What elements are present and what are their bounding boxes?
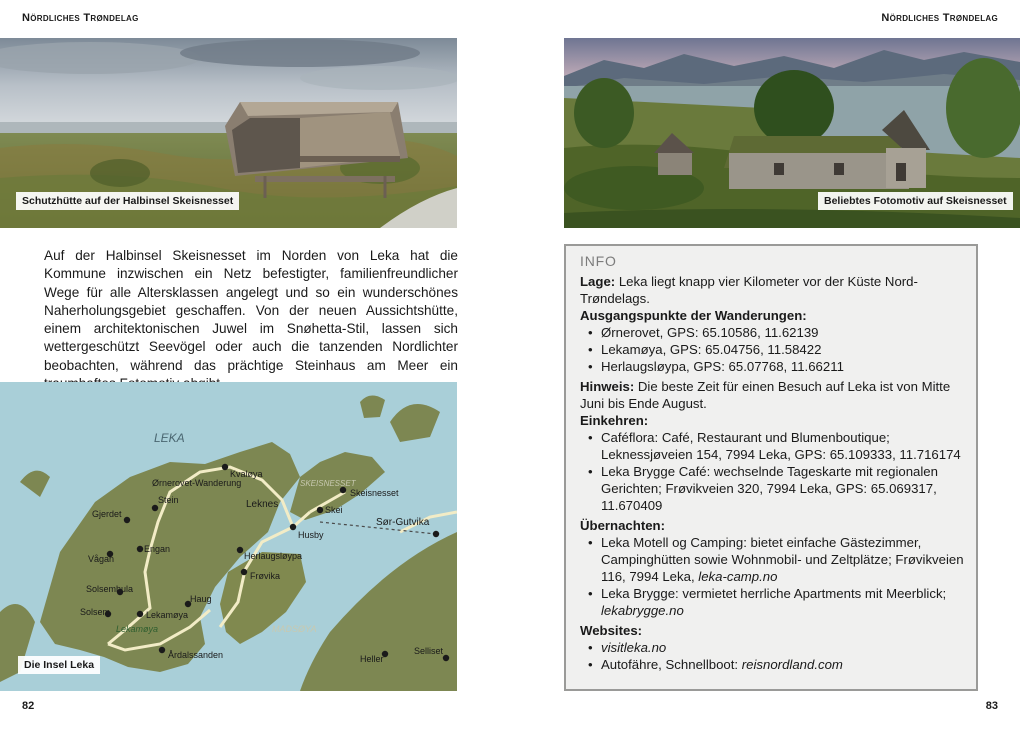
map-label-skeisnesset-area: SKEISNESSET bbox=[300, 479, 356, 488]
map-label-stein: Stein bbox=[158, 495, 179, 505]
map-label-ornerovet: Ørnerovet-Wanderung bbox=[152, 478, 242, 488]
map-label-skei: Skei bbox=[325, 505, 343, 515]
list-item: • Herlaugsløypa, GPS: 65.07768, 11.66211 bbox=[580, 358, 964, 375]
map-label-kvaloya: Kvaløya bbox=[230, 469, 263, 479]
info-lage-label: Lage: bbox=[580, 274, 616, 289]
info-lage-text: Leka liegt knapp vier Kilometer vor der Küste Nord-Trøndelags. bbox=[580, 274, 918, 306]
photo-caption-right: Beliebtes Fotomotiv auf Skeisnesset bbox=[818, 192, 1013, 210]
map-label-frovika: Frøvika bbox=[250, 571, 280, 581]
map-label-solsemhula: Solsemhula bbox=[86, 584, 134, 594]
map-label-lekamoya: Lekamøya bbox=[146, 610, 189, 620]
map-label-herlaugsloypa: Herlaugsløypa bbox=[244, 551, 303, 561]
uebernachten-2-text: Leka Brygge: vermietet herrliche Apartments mit Meerblick; bbox=[601, 586, 947, 601]
list-item bbox=[580, 534, 964, 585]
info-einkehren-label: Einkehren: bbox=[580, 413, 649, 428]
list-item bbox=[580, 639, 964, 656]
map-label-heller: Heller bbox=[360, 654, 384, 664]
info-websites-label: Websites: bbox=[580, 623, 643, 638]
map-island-leka bbox=[0, 382, 457, 691]
photo-caption-left: Schutzhütte auf der Halbinsel Skeisnesset bbox=[16, 192, 239, 210]
map-label-leknes: Leknes bbox=[246, 499, 279, 510]
leka-camp-link[interactable]: leka-camp.no bbox=[698, 569, 778, 584]
map-label-solsem: Solsem bbox=[80, 607, 111, 617]
info-hinweis-text: Die beste Zeit für einen Besuch auf Leka ist von Mitte Juni bis Ende August. bbox=[580, 379, 951, 411]
page-number-right: 83 bbox=[985, 700, 998, 712]
website-2-text: Autofähre, Schnellboot: bbox=[601, 657, 742, 672]
visitleka-link[interactable]: visitleka.no bbox=[601, 640, 667, 655]
map-label-engan: Engan bbox=[144, 544, 171, 554]
info-hinweis bbox=[580, 378, 964, 412]
info-einkehren-list bbox=[580, 429, 964, 514]
map-label-ardalssanden: Årdalssanden bbox=[168, 650, 224, 660]
map-label-husby: Husby bbox=[298, 530, 324, 540]
map-caption: Die Insel Leka bbox=[18, 656, 100, 674]
list-item bbox=[580, 585, 964, 619]
running-head-right: Nördliches Trøndelag bbox=[881, 12, 998, 24]
map-label-selliset: Selliset bbox=[414, 646, 444, 656]
info-uebernachten-list bbox=[580, 534, 964, 619]
info-box bbox=[564, 244, 978, 691]
info-websites-list bbox=[580, 639, 964, 673]
map-label-haug: Haug bbox=[190, 594, 212, 604]
info-hinweis-label: Hinweis: bbox=[580, 379, 635, 394]
info-ausgang-list bbox=[580, 324, 964, 375]
reisnordland-link[interactable]: reisnordland.com bbox=[741, 657, 843, 672]
list-item: • Leka Brygge Café: wechselnde Tageskarte mit regionalen Gerichten; Frøvikveien 320, 7994 Leka, GPS: 65.069317, 11.670409 bbox=[580, 463, 964, 514]
info-ausgang-label: Ausgangspunkte der Wanderungen: bbox=[580, 308, 807, 323]
map-label-lekamoya-area: Lekamøya bbox=[116, 624, 159, 634]
info-title: INFO bbox=[580, 253, 617, 269]
info-lage bbox=[580, 273, 964, 307]
info-uebernachten-label: Übernachten: bbox=[580, 518, 665, 533]
map-label-gjerdet: Gjerdet bbox=[92, 509, 122, 519]
map-label-vagan: Vågan bbox=[88, 554, 115, 564]
page-number-left: 82 bbox=[22, 700, 35, 712]
map-label-leka: LEKA bbox=[154, 431, 185, 445]
map-label-skeisnesset: Skeisnesset bbox=[350, 488, 399, 498]
list-item bbox=[580, 656, 964, 673]
map-label-madsoya: MADSØYA bbox=[272, 624, 317, 634]
list-item: • Ørnerovet, GPS: 65.10586, 11.62139 bbox=[580, 324, 964, 341]
running-head-left: Nördliches Trøndelag bbox=[22, 12, 139, 24]
map-label-sor-gutvika: Sør-Gutvika bbox=[376, 517, 430, 528]
list-item: • Caféflora: Café, Restaurant und Blumenboutique; Leknessjøveien 154, 7994 Leka, GPS: 65.109333, 11.716174 bbox=[580, 429, 964, 463]
lekabrygge-link[interactable]: lekabrygge.no bbox=[601, 603, 684, 618]
body-text: Auf der Halbinsel Skeisnesset im Norden von Leka hat die Kommune inzwischen ein Netz befestigter, familienfreundlicher Wege für alle Altersklassen angelegt und so ein wunderschönes Naherholungsgebiet geschaffen. Von der neuen Aussichtshütte, einem architektonischen Juwel im Snøhetta-Stil, lassen sich wettergeschützt Seevögel oder auch die tanzenden Nordlichter beobachten, während das prächtige Steinhaus am Meer ein bbox=[44, 248, 458, 373]
uebernachten-1-text: Leka Motell og Camping: bietet einfache Gästezimmer, Campinghütten sowie Wohnmobil- und Zeltplätze; Frøvikveien 116, 7994 Leka, bbox=[601, 535, 964, 584]
list-item: • Lekamøya, GPS: 65.04756, 11.58422 bbox=[580, 341, 964, 358]
